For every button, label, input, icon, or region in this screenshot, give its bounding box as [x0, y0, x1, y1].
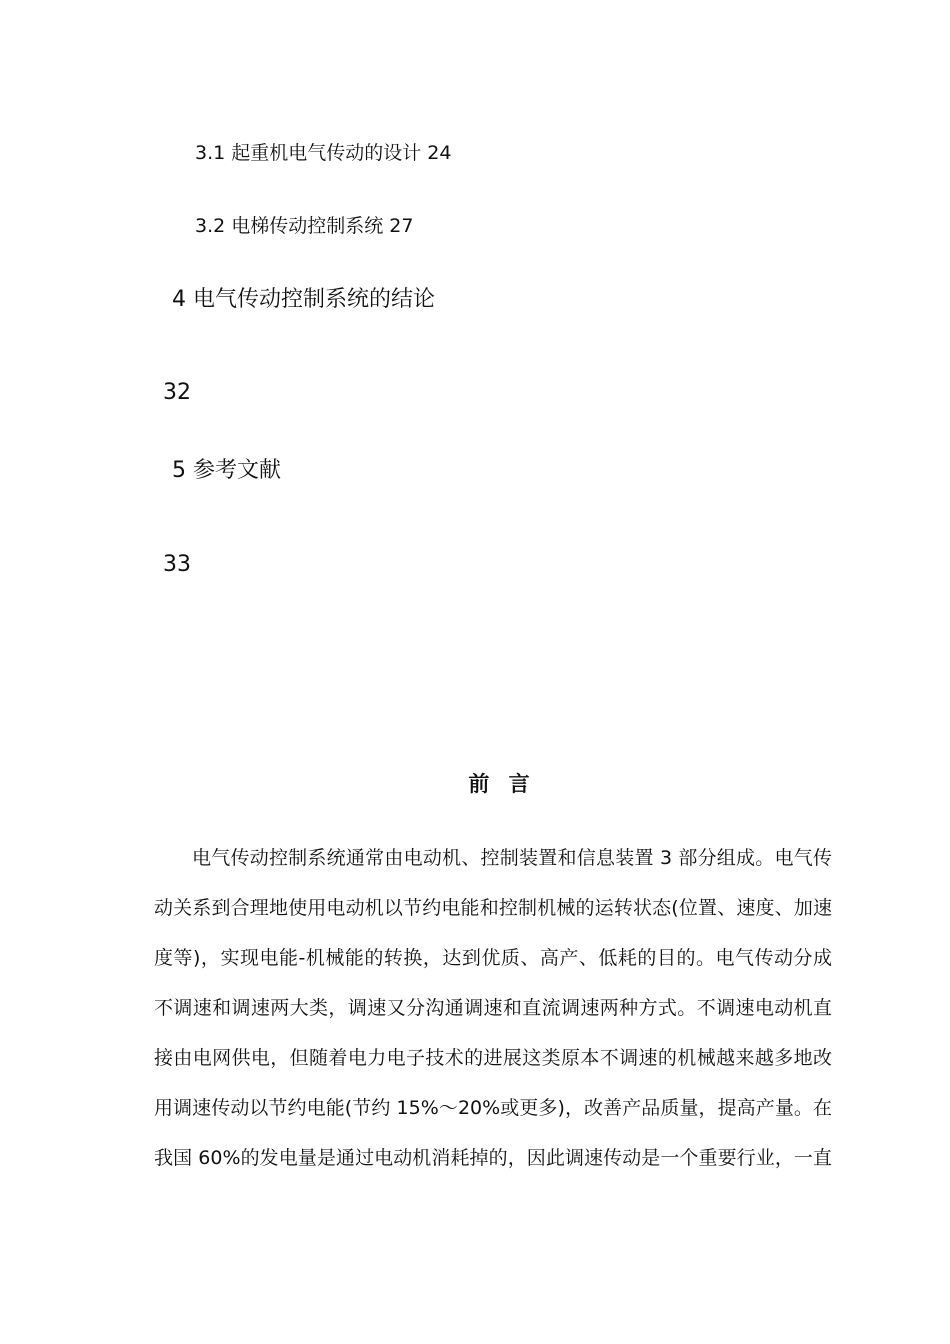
paragraph-line: 我国 60%的发电量是通过电动机消耗掉的，因此调速传动是一个重要行业，一直	[154, 1147, 832, 1169]
paragraph-line: 电气传动控制系统通常由电动机、控制装置和信息装置 3 部分组成。电气传	[192, 847, 832, 869]
paragraph-line: 度等)，实现电能-机械能的转换，达到优质、高产、低耗的目的。电气传动分成	[154, 947, 832, 969]
toc-item-4-page: 32	[163, 380, 191, 405]
paragraph-line: 接由电网供电，但随着电力电子技术的进展这类原本不调速的机械越来越多地改	[154, 1047, 832, 1069]
toc-item-5: 5 参考文献	[172, 458, 281, 483]
toc-item-4: 4 电气传动控制系统的结论	[172, 287, 435, 312]
paragraph-line: 不调速和调速两大类，调速又分沟通调速和直流调速两种方式。不调速电动机直	[154, 997, 832, 1019]
toc-item-3-1: 3.1 起重机电气传动的设计 24	[195, 142, 452, 164]
toc-item-3-2: 3.2 电梯传动控制系统 27	[195, 215, 414, 237]
preface-title: 前 言	[468, 772, 536, 796]
paragraph-line: 动关系到合理地使用电动机以节约电能和控制机械的运转状态(位置、速度、加速	[154, 897, 832, 919]
toc-item-5-page: 33	[163, 552, 191, 577]
paragraph-line: 用调速传动以节约电能(节约 15%～20%或更多)，改善产品质量，提高产量。在	[154, 1097, 832, 1119]
